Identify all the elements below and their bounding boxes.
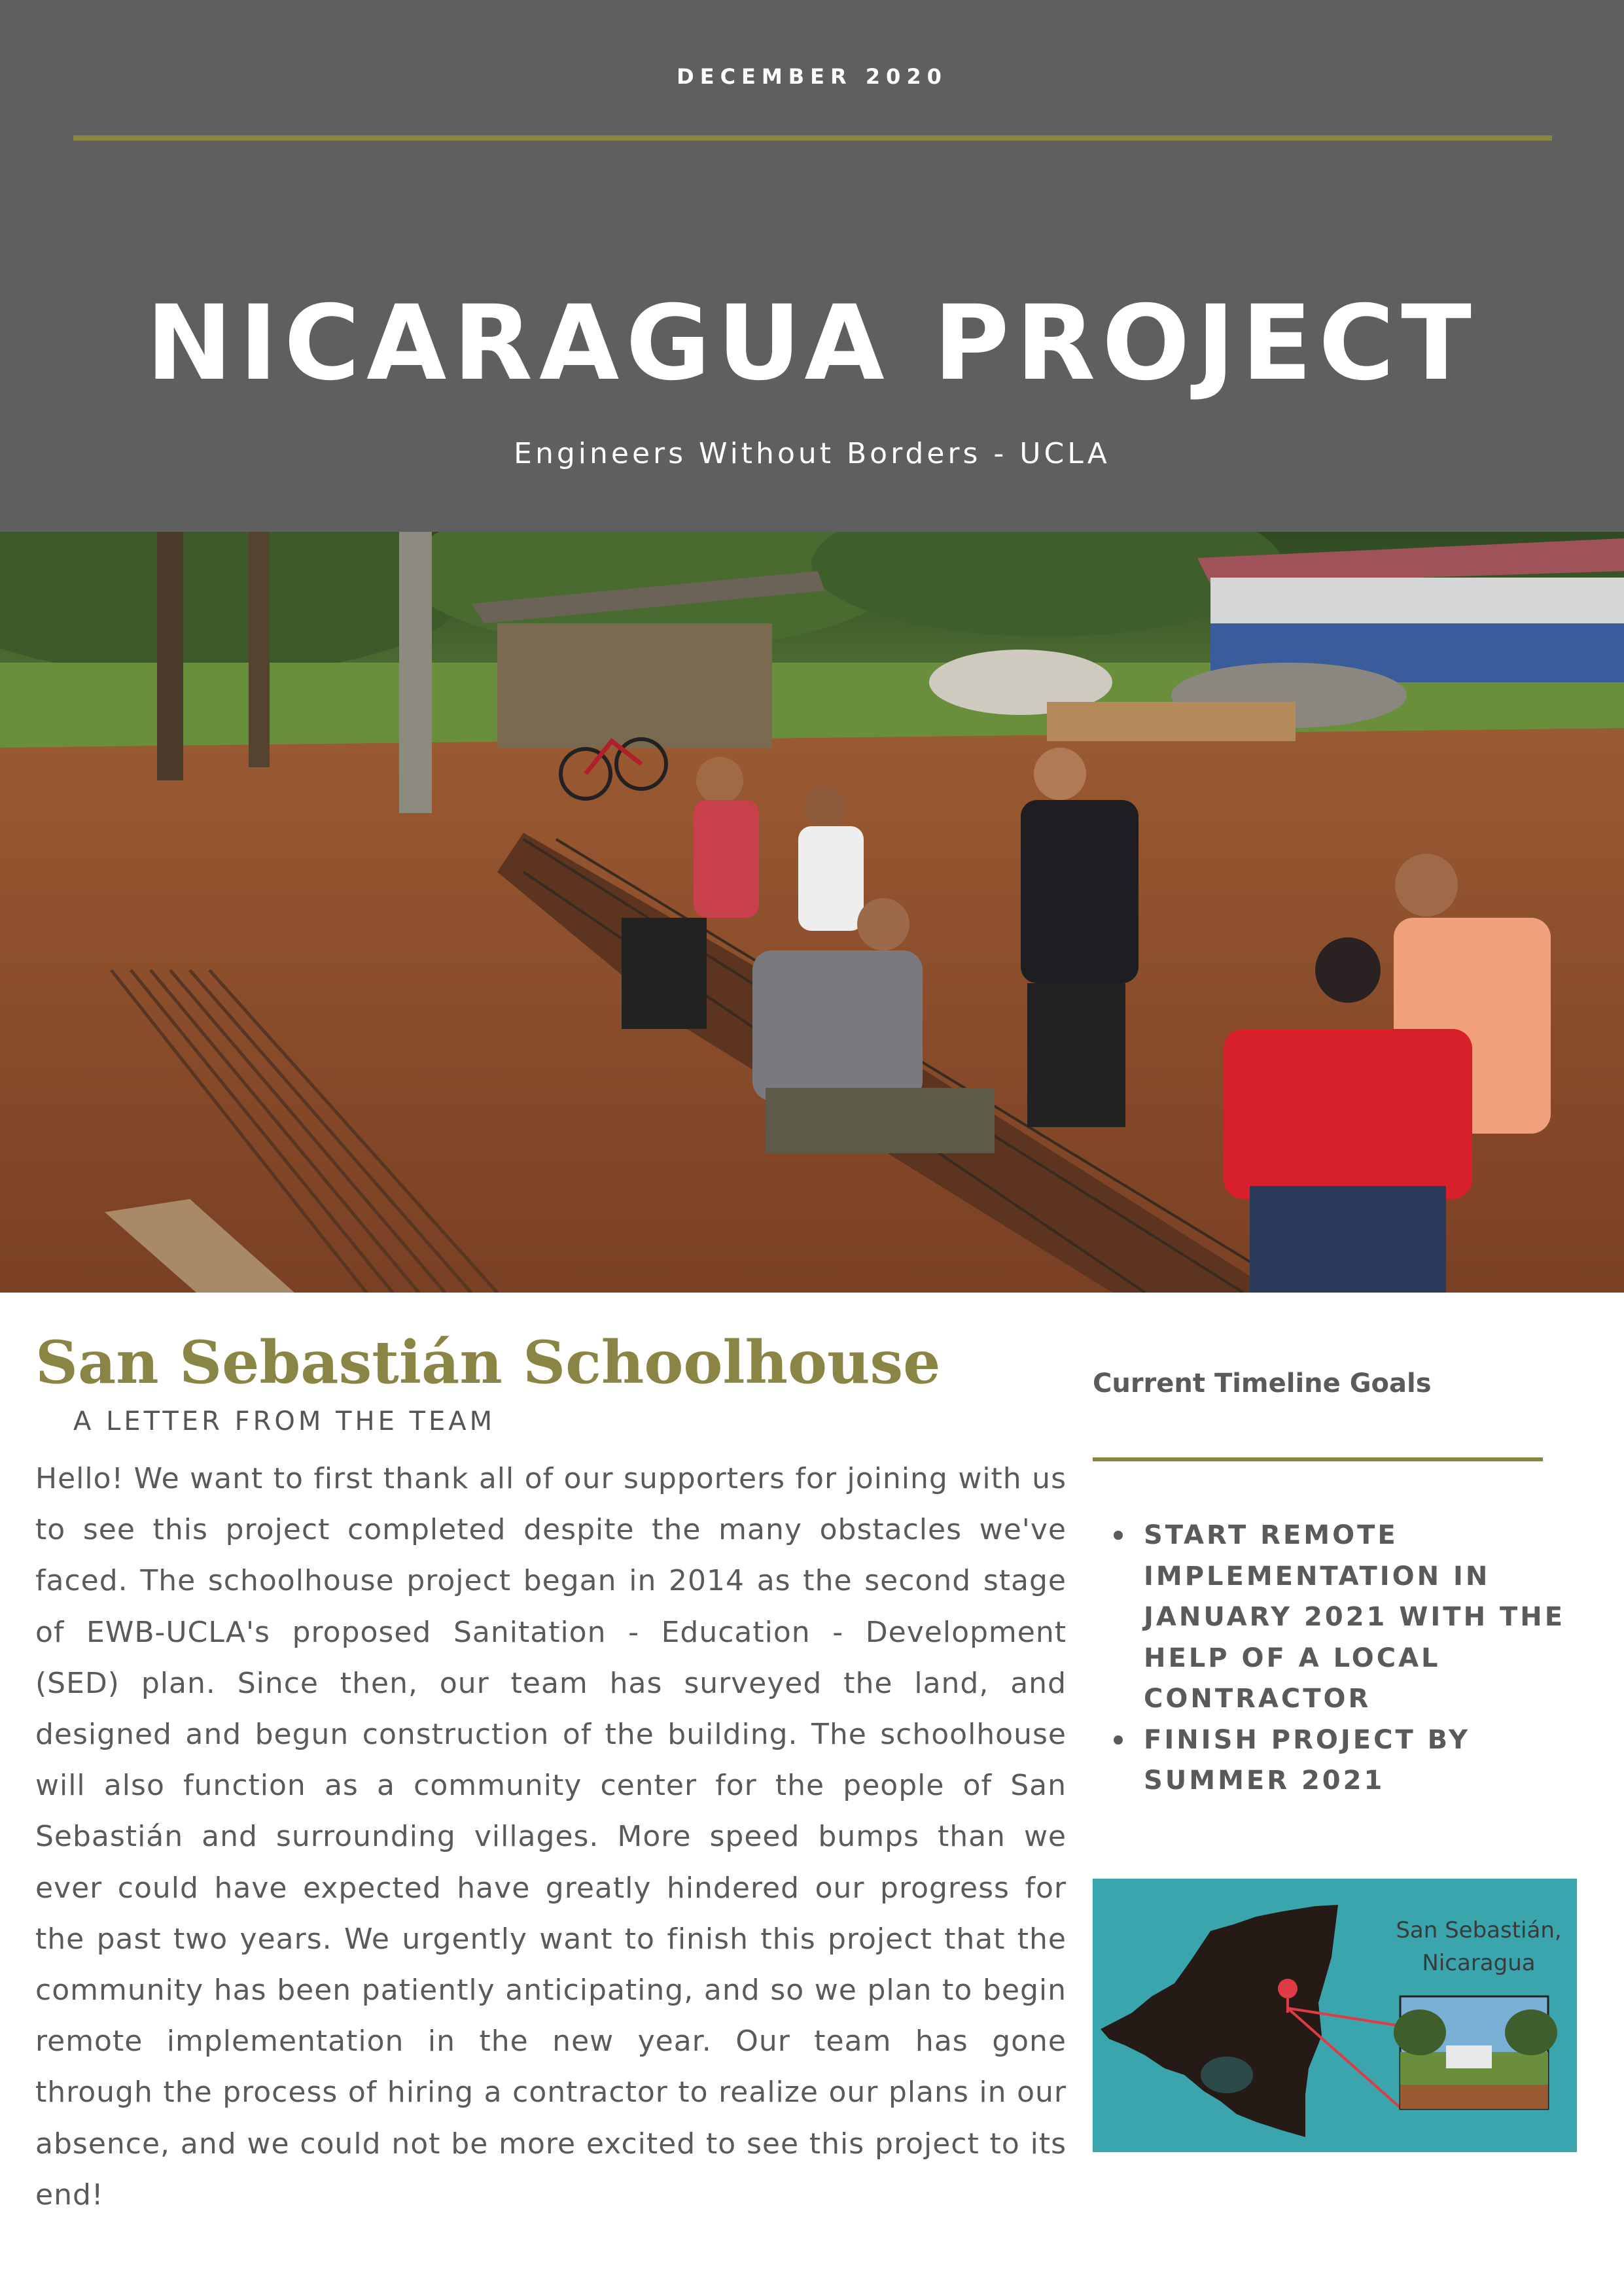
header-divider [73, 135, 1552, 141]
goal-text: FINISH PROJECT BY SUMMER 2021 [1144, 1724, 1470, 1796]
list-item [1144, 1515, 1577, 1720]
timeline-goals-list [1093, 1515, 1577, 1801]
map-location-label [1381, 1914, 1577, 1979]
goal-text: START REMOTE IMPLEMENTATION IN JANUARY 2021 WITH THE HELP OF A LOCAL CONTRACTOR [1144, 1520, 1566, 1714]
issue-date: DECEMBER 2020 [677, 64, 947, 89]
bullet-icon [1114, 1531, 1123, 1540]
construction-site-photo [0, 532, 1624, 1293]
article-subtitle: A LETTER FROM THE TEAM [73, 1406, 496, 1436]
timeline-goals-heading: Current Timeline Goals [1093, 1368, 1432, 1399]
sidebar-divider [1093, 1457, 1543, 1461]
page-subtitle: Engineers Without Borders - UCLA [514, 437, 1110, 470]
article-title: San Sebastián Schoolhouse [35, 1328, 941, 1397]
bullet-icon [1114, 1735, 1123, 1745]
list-item [1144, 1720, 1577, 1801]
map-label-line1: San Sebastián, [1396, 1917, 1562, 1943]
letter-body: Hello! We want to first thank all of our supporters for joining with us to see this project completed despite the many obstacles we've faced. The schoolhouse project began in 2014 as the second stage of EWB-UCLA's proposed Sanitation - Education - Development (SED) plan. Since then, our team has surveyed the land, and designed and begun construction of the building. The schoolhouse will also function as a community center for the people of San Sebastián and surrounding villages. More speed bumps than we ever could have expected have greatly hindered our progress for the past two years. We urgently want to finish this project that the community has been patiently anticipating, and so we plan to begin remote implementation in the new year. Our team has gone through the process of hiring a contractor to realize our plans in our absence, and we could not be more excited to see this project to its end! [35, 1462, 1067, 2212]
map-label-line2: Nicaragua [1422, 1950, 1536, 1976]
page-title: NICARAGUA PROJECT [146, 283, 1478, 404]
